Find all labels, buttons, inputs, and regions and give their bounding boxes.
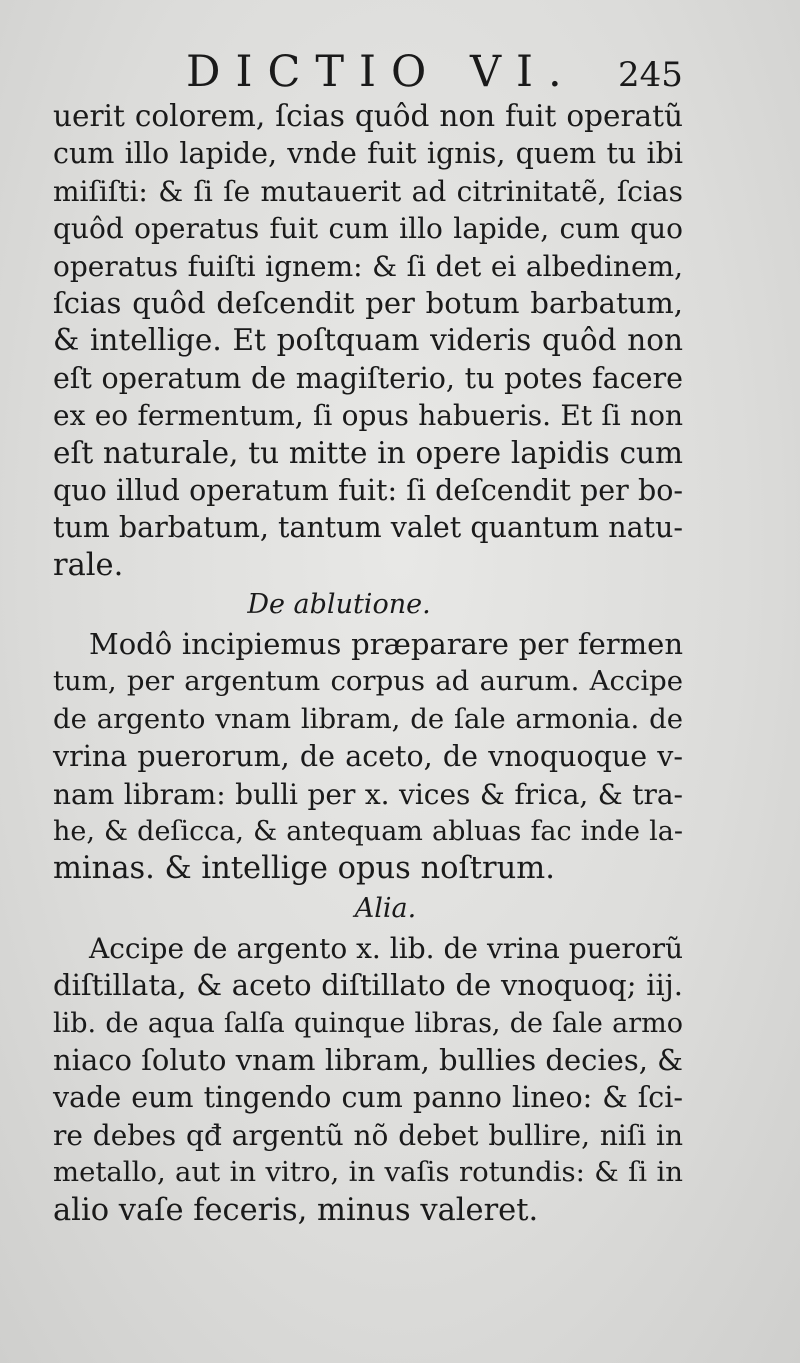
page-number: 245	[618, 55, 683, 95]
text-line: & intellige. Et poſtquam videris quôd non	[53, 323, 683, 358]
text-line: uerit colorem, ſcias quôd non fuit operatũ	[53, 99, 683, 133]
text-line: Modô incipiemus præparare per fermen	[89, 627, 683, 662]
text-line: eſt operatum de magiſterio, tu potes facere	[53, 361, 683, 395]
text-line: metallo, aut in vitro, in vaſis rotundis: & ſi in	[53, 1156, 683, 1189]
text-line: quo illud operatum fuit: ſi deſcendit per bo-	[53, 473, 683, 507]
section-heading-alia: Alia.	[354, 892, 417, 924]
text-line: nam libram: bulli per x. vices & frica, & tra-	[53, 777, 683, 811]
running-head: DICTIO VI.	[186, 47, 577, 97]
text-line: tum, per argentum corpus ad aurum. Accipe	[53, 665, 683, 698]
text-line: eſt naturale, tu mitte in opere lapidis cum	[53, 435, 683, 470]
text-line: quôd operatus fuit cum illo lapide, cum quo	[53, 212, 683, 246]
text-line: lib. de aqua ſalſa quinque libras, de ſale armo	[53, 1007, 683, 1039]
text-line: minas. & intellige opus noſtrum.	[53, 851, 555, 887]
text-line: miſiſti: & ſi ſe mutauerit ad citrinitatẽ, ſcias	[53, 174, 683, 208]
text-line: ſcias quôd deſcendit per botum barbatum,	[53, 285, 683, 320]
text-line: tum barbatum, tantum valet quantum natu-	[53, 511, 683, 545]
main-text	[53, 98, 683, 1229]
text-line: re debes qđ argentũ nõ debet bullire, niſi in	[53, 1118, 683, 1152]
text-line: de argento vnam libram, de ſale armonia. de	[53, 702, 683, 735]
paragraph-ablutione	[53, 626, 683, 888]
text-line: operatus fuiſti ignem: & ſi det ei albedinem,	[53, 249, 683, 283]
paragraph-alia	[53, 930, 683, 1229]
page-header	[0, 42, 800, 102]
text-line: Accipe de argento x. lib. de vrina puerorũ	[89, 931, 683, 965]
text-line: rale.	[53, 547, 124, 583]
text-line: cum illo lapide, vnde fuit ignis, quem tu ibi	[53, 137, 683, 171]
paragraph-continuation	[53, 98, 683, 584]
text-line: he, & deſicca, & antequam abluas fac inde la-	[53, 816, 683, 848]
text-line: diſtillata, & aceto diſtillato de vnoquoq; iij.	[53, 968, 683, 1003]
text-line: ex eo fermentum, ſi opus habueris. Et ſi non	[53, 399, 683, 433]
text-line: vrina puerorum, de aceto, de vnoquoque v-	[53, 740, 683, 774]
text-line: vade eum tingendo cum panno lineo: & ſci-	[53, 1081, 683, 1115]
section-heading-ablutione: De ablutione.	[247, 589, 431, 621]
text-line: niaco ſoluto vnam libram, bullies decies, &	[53, 1042, 683, 1077]
text-line: alio vaſe feceris, minus valeret.	[53, 1192, 539, 1228]
